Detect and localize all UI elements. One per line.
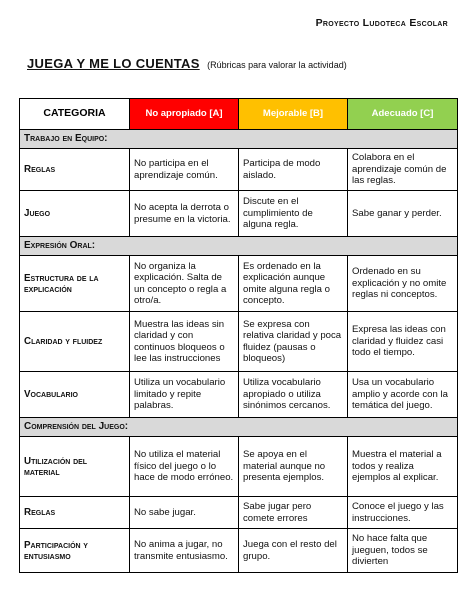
cell-c: Muestra el material a todos y realiza ejemplos al explicar. <box>348 437 458 497</box>
cell-c: Sabe ganar y perder. <box>348 191 458 237</box>
cell-a: No acepta la derrota o presume en la victoria. <box>130 191 239 237</box>
cell-a: Utiliza un vocabulario limitado y repite palabras. <box>130 372 239 418</box>
cell-a: No organiza la explicación. Salta de un concepto o regla a otro/a. <box>130 256 239 312</box>
table-row <box>20 149 458 191</box>
document-title: JUEGA Y ME LO CUENTAS <box>27 56 200 71</box>
row-category: Estructura de la explicación <box>20 256 130 312</box>
table-row <box>20 191 458 237</box>
rubric-table <box>19 98 458 573</box>
section-row <box>20 418 458 437</box>
document-heading <box>27 55 347 73</box>
table-row <box>20 312 458 372</box>
row-category: Participación y entusiasmo <box>20 529 130 573</box>
row-category: Claridad y fluidez <box>20 312 130 372</box>
section-title: Comprensión del Juego: <box>20 418 458 437</box>
header-not-appropriate: No apropiado [A] <box>130 99 239 130</box>
cell-b: Juega con el resto del grupo. <box>239 529 348 573</box>
cell-c: Conoce el juego y las instrucciones. <box>348 497 458 529</box>
document-subtitle: (Rúbricas para valorar la actividad) <box>207 60 347 70</box>
row-category: Juego <box>20 191 130 237</box>
table-row <box>20 497 458 529</box>
cell-c: No hace falta que jueguen, todos se divierten <box>348 529 458 573</box>
cell-a: Muestra las ideas sin claridad y con continuos bloqueos o lee las instrucciones <box>130 312 239 372</box>
cell-a: No utiliza el material físico del juego o lo hace de modo erróneo. <box>130 437 239 497</box>
row-category: Reglas <box>20 497 130 529</box>
cell-b: Participa de modo aislado. <box>239 149 348 191</box>
cell-a: No sabe jugar. <box>130 497 239 529</box>
cell-a: No anima a jugar, no transmite entusiasmo. <box>130 529 239 573</box>
cell-b: Utiliza vocabulario apropiado o utiliza sinónimos cercanos. <box>239 372 348 418</box>
cell-b: Se expresa con relativa claridad y poca fluidez (pausas o bloqueos) <box>239 312 348 372</box>
table-header-row <box>20 99 458 130</box>
table-row <box>20 529 458 573</box>
cell-c: Colabora en el aprendizaje común de las reglas. <box>348 149 458 191</box>
cell-b: Sabe jugar pero comete errores <box>239 497 348 529</box>
header-improvable: Mejorable [B] <box>239 99 348 130</box>
section-title: Expresión Oral: <box>20 237 458 256</box>
cell-c: Usa un vocabulario amplio y acorde con la temática del juego. <box>348 372 458 418</box>
cell-b: Discute en el cumplimiento de alguna regla. <box>239 191 348 237</box>
header-category: CATEGORIA <box>20 99 130 130</box>
cell-a: No participa en el aprendizaje común. <box>130 149 239 191</box>
cell-b: Es ordenado en la explicación aunque omite alguna regla o concepto. <box>239 256 348 312</box>
table-row <box>20 372 458 418</box>
section-title: Trabajo en Equipo: <box>20 130 458 149</box>
row-category: Vocabulario <box>20 372 130 418</box>
row-category: Reglas <box>20 149 130 191</box>
project-name: Proyecto Ludoteca Escolar <box>315 17 448 29</box>
cell-b: Se apoya en el material aunque no presenta ejemplos. <box>239 437 348 497</box>
section-row <box>20 130 458 149</box>
cell-c: Ordenado en su explicación y no omite reglas ni conceptos. <box>348 256 458 312</box>
table-row <box>20 437 458 497</box>
header-adequate: Adecuado [C] <box>348 99 458 130</box>
section-row <box>20 237 458 256</box>
table-row <box>20 256 458 312</box>
cell-c: Expresa las ideas con claridad y fluidez casi todo el tiempo. <box>348 312 458 372</box>
row-category: Utilización del material <box>20 437 130 497</box>
